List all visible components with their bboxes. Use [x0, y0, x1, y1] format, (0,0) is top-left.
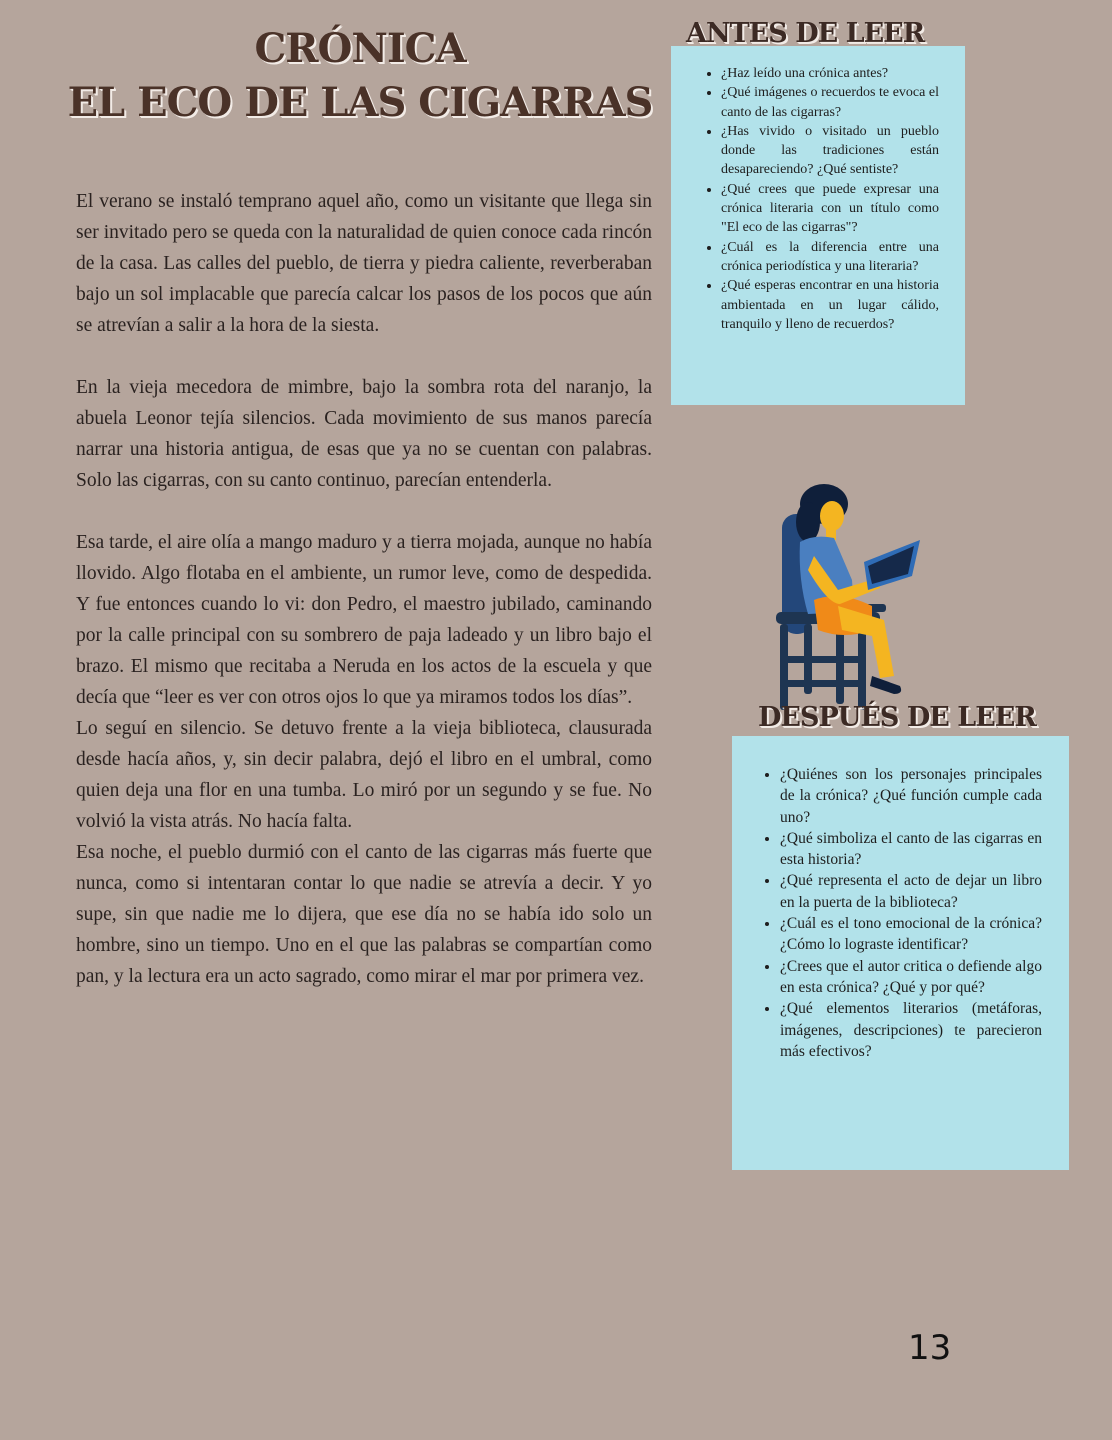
list-item: • ¿Quiénes son los personajes principales de la crónica? ¿Qué función cumple cada uno?: [780, 764, 1042, 828]
list-item: • ¿Cuál es la diferencia entre una crónica periodística y una literaria?: [721, 238, 939, 277]
list-item: • ¿Has vivido o visitado un pueblo donde las tradiciones están desapareciendo? ¿Qué sentiste?: [721, 122, 939, 180]
list-item: • ¿Qué representa el acto de dejar un libro en la puerta de la biblioteca?: [780, 870, 1042, 913]
list-item: • ¿Qué crees que puede expresar una crónica literaria con un título como "El eco de las cigarras"?: [721, 180, 939, 238]
despues-de-leer-heading: DESPUÉS DE LEER: [758, 702, 1036, 733]
list-item: • ¿Qué simboliza el canto de las cigarras en esta historia?: [780, 828, 1042, 871]
paragraph: Lo seguí en silencio. Se detuvo frente a la vieja biblioteca, clausurada desde hacía años, y, sin decir palabra, dejó el libro en el umbral, como quien deja una flor en una tumba. Lo miró por un segundo y se fue. No volvió la vista atrás. No hacía falta.: [76, 718, 652, 832]
list-item: • ¿Qué elementos literarios (metáforas, imágenes, descripciones) te parecieron más efectivos?: [780, 998, 1042, 1062]
woman-reading-illustration: [768, 480, 928, 718]
paragraph: El verano se instaló temprano aquel año, como un visitante que llega sin ser invitado pero se queda con la naturalidad de quien conoce cada rincón de la casa. Las calles del pueblo, de tierra y piedra caliente, reverberaban bajo un sol implacable que parecía calcar los pasos de los pocos que aún se atrevían a salir a la hora de la siesta.: [76, 191, 652, 336]
list-item: • ¿Qué esperas encontrar en una historia ambientada en un lugar cálido, tranquilo y lleno de recuerdos?: [721, 276, 939, 334]
title-line-2: EL ECO DE LAS CIGARRAS: [67, 79, 653, 126]
antes-de-leer-box: [671, 46, 965, 405]
list-item: • ¿Haz leído una crónica antes?: [721, 64, 939, 83]
antes-question-list: [701, 64, 939, 334]
page-number: 13: [908, 1328, 952, 1368]
article-body: [76, 186, 652, 992]
list-item: • ¿Crees que el autor critica o defiende algo en esta crónica? ¿Qué y por qué?: [780, 956, 1042, 999]
paragraph: Esa noche, el pueblo durmió con el canto de las cigarras más fuerte que nunca, como si intentaran contar lo que nadie se atrevía a decir. Y yo supe, sin que nadie me lo dijera, que ese día no se había ido solo un hombre, sino un tiempo. Uno en el que las palabras se compartían como pan, y la lectura era un acto sagrado, como mirar el mar por primera vez.: [76, 842, 652, 987]
list-item: • ¿Cuál es el tono emocional de la crónica? ¿Cómo lo lograste identificar?: [780, 913, 1042, 956]
paragraph: En la vieja mecedora de mimbre, bajo la sombra rota del naranjo, la abuela Leonor tejía silencios. Cada movimiento de sus manos parecía narrar una historia antigua, de esas que ya no se cuentan con palabras. Solo las cigarras, con su canto continuo, parecían entenderla.: [76, 377, 652, 491]
face: [820, 501, 844, 531]
page-title: [60, 22, 660, 130]
title-line-1: CRÓNICA: [254, 25, 466, 72]
list-item: • ¿Qué imágenes o recuerdos te evoca el canto de las cigarras?: [721, 83, 939, 122]
paragraph: Esa tarde, el aire olía a mango maduro y a tierra mojada, aunque no había llovido. Algo flotaba en el ambiente, un rumor leve, como de despedida. Y fue entonces cuando lo vi: don Pedro, el maestro jubilado, caminando por la calle principal con su sombrero de paja ladeado y un libro bajo el brazo. El mismo que recitaba a Neruda en los actos de la escuela y que decía que “leer es ver con otros ojos lo que ya miramos todos los días”.: [76, 532, 652, 708]
despues-de-leer-box: [732, 736, 1069, 1170]
despues-question-list: [760, 764, 1042, 1062]
antes-de-leer-heading: ANTES DE LEER: [686, 18, 925, 49]
shoe: [870, 676, 901, 694]
